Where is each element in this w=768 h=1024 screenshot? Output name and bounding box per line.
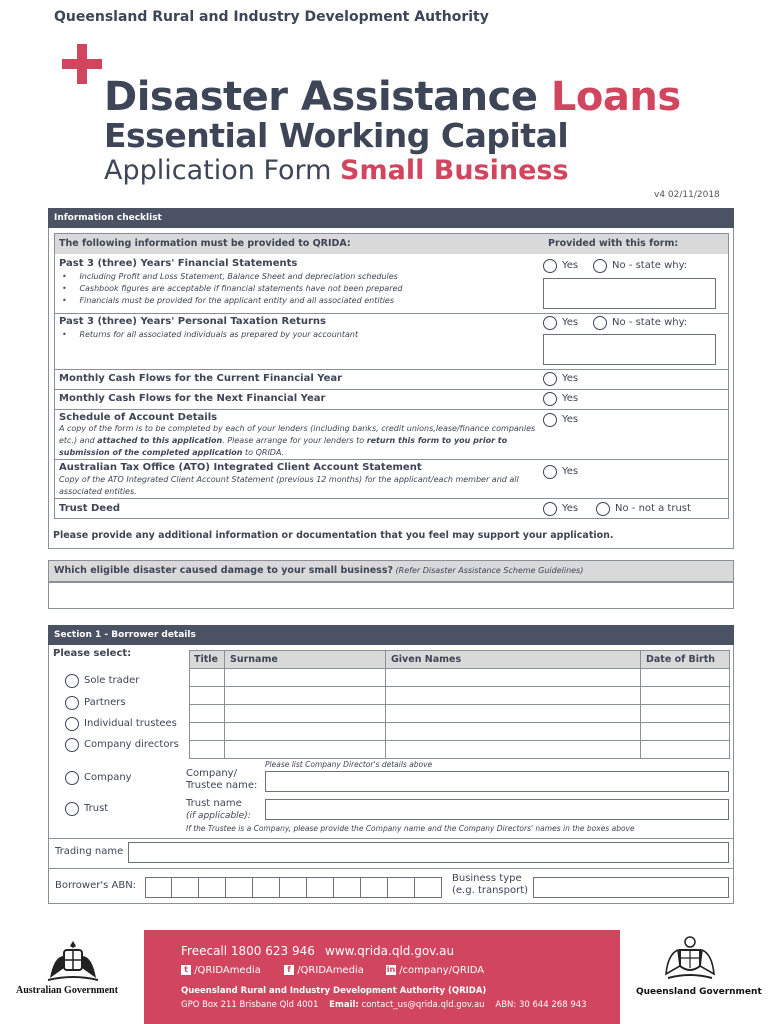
abn-boxes bbox=[145, 877, 442, 898]
twitter-icon: t bbox=[181, 965, 191, 975]
trust-name-label: Trust name (if applicable): bbox=[186, 798, 251, 821]
trust-label: Trust bbox=[84, 803, 109, 814]
section1-bar: Section 1 - Borrower details bbox=[48, 625, 734, 645]
col-surname: Surname bbox=[230, 654, 278, 665]
form-title: Application Form Small Business bbox=[104, 155, 569, 186]
checklist-header-right: Provided with this form: bbox=[548, 238, 679, 249]
ato-description: Copy of the ATO Integrated Client Account Statement (previous 12 months) for the applicant/each member and all associated entities. bbox=[59, 475, 519, 496]
freecall-number: Freecall 1800 623 946 bbox=[181, 944, 315, 958]
linkedin-icon: in bbox=[386, 965, 396, 974]
tax-reason-field[interactable] bbox=[543, 334, 716, 365]
company-radio[interactable] bbox=[65, 771, 79, 785]
abn-digit-field[interactable] bbox=[307, 877, 334, 898]
business-type-field[interactable] bbox=[533, 877, 729, 898]
individual-trustees-label: Individual trustees bbox=[84, 718, 177, 729]
financials-reason-field[interactable] bbox=[543, 278, 716, 309]
col-given-names: Given Names bbox=[391, 654, 462, 665]
sole-trader-radio[interactable] bbox=[65, 674, 79, 688]
company-trustee-label: Company/ Trustee name: bbox=[186, 768, 258, 791]
checklist-bar: Information checklist bbox=[48, 208, 734, 228]
facebook-icon: f bbox=[284, 965, 294, 975]
item-ato-statement: Australian Tax Office (ATO) Integrated Client Account Statement bbox=[59, 462, 422, 473]
footer-address-line: GPO Box 211 Brisbane Qld 4001 Email: contact_us@qrida.qld.gov.au ABN: 30 644 268 943 bbox=[181, 1000, 587, 1010]
abn-digit-field[interactable] bbox=[388, 877, 415, 898]
sole-trader-label: Sole trader bbox=[84, 675, 140, 686]
table-row bbox=[190, 686, 729, 687]
yes-label: Yes bbox=[562, 414, 579, 425]
australian-government-crest-icon bbox=[42, 938, 104, 984]
item-cashflow-current: Monthly Cash Flows for the Current Financial Year bbox=[59, 373, 343, 384]
no-state-label: No - state why: bbox=[612, 260, 688, 271]
abn-digit-field[interactable] bbox=[199, 877, 226, 898]
abn-label: Borrower's ABN: bbox=[55, 880, 137, 891]
col-dob: Date of Birth bbox=[646, 654, 716, 665]
financials-yes-radio[interactable] bbox=[543, 259, 557, 273]
no-state-label: No - state why: bbox=[612, 317, 688, 328]
organisation-name: Queensland Rural and Industry Development Authority bbox=[54, 9, 489, 25]
bullet-list: • Returns for all associated individuals as prepared by your accountant bbox=[62, 330, 359, 339]
abn-digit-field[interactable] bbox=[334, 877, 361, 898]
company-label: Company bbox=[84, 772, 132, 783]
linkedin-link[interactable]: in /company/QRIDA bbox=[386, 965, 485, 976]
no-trust-label: No - not a trust bbox=[615, 503, 691, 514]
website-link[interactable]: www.qrida.qld.gov.au bbox=[325, 944, 455, 958]
yes-label: Yes bbox=[562, 317, 579, 328]
queensland-government-crest-icon bbox=[662, 934, 718, 986]
yes-label: Yes bbox=[562, 466, 579, 477]
abn-digit-field[interactable] bbox=[280, 877, 307, 898]
trust-deed-yes-radio[interactable] bbox=[543, 502, 557, 516]
company-directors-radio[interactable] bbox=[65, 738, 79, 752]
page-title: Disaster Assistance Loans bbox=[104, 74, 681, 120]
checklist-header-left: The following information must be provided to QRIDA: bbox=[59, 238, 351, 249]
version-label: v4 02/11/2018 bbox=[654, 190, 720, 200]
directors-note: Please list Company Director's details above bbox=[265, 760, 433, 769]
abn-digit-field[interactable] bbox=[226, 877, 253, 898]
company-directors-label: Company directors bbox=[84, 739, 179, 750]
table-row bbox=[190, 740, 729, 741]
page-subtitle: Essential Working Capital bbox=[104, 116, 569, 155]
trust-radio[interactable] bbox=[65, 802, 79, 816]
cashflow-current-yes-radio[interactable] bbox=[543, 372, 557, 386]
abn-digit-field[interactable] bbox=[172, 877, 199, 898]
abn-digit-field[interactable] bbox=[415, 877, 442, 898]
abn-digit-field[interactable] bbox=[253, 877, 280, 898]
abn-digit-field[interactable] bbox=[361, 877, 388, 898]
tax-yes-radio[interactable] bbox=[543, 316, 557, 330]
tax-no-radio[interactable] bbox=[593, 316, 607, 330]
yes-label: Yes bbox=[562, 260, 579, 271]
facebook-link[interactable]: f /QRIDAmedia bbox=[284, 965, 364, 976]
disaster-answer-field[interactable] bbox=[48, 582, 734, 609]
trading-name-label: Trading name bbox=[55, 846, 124, 857]
abn-digit-field[interactable] bbox=[145, 877, 172, 898]
yes-label: Yes bbox=[562, 393, 579, 404]
account-schedule-description: A copy of the form is to be completed by each of your lenders (including banks, credit unions,lease/finance companies etc.) and attached to this application. Please arrange for your lenders to return this form to you prior to submission of the completed application to QRIDA. bbox=[59, 424, 536, 457]
bullet-list: • Including Profit and Loss Statement, Balance Sheet and depreciation schedules • Cashbook figures are acceptable if financial statements have not been prepared • Financials must be provided for the applicant entity and all associated entities bbox=[62, 272, 403, 305]
queensland-government-label: Queensland Government bbox=[636, 987, 762, 997]
table-row bbox=[190, 704, 729, 705]
table-row bbox=[190, 722, 729, 723]
company-trustee-field[interactable] bbox=[265, 771, 729, 792]
trading-name-field[interactable] bbox=[128, 842, 729, 863]
item-trust-deed: Trust Deed bbox=[59, 503, 121, 514]
account-schedule-yes-radio[interactable] bbox=[543, 413, 557, 427]
australian-government-label: Australian Government bbox=[16, 985, 118, 996]
item-cashflow-next: Monthly Cash Flows for the Next Financial Year bbox=[59, 393, 326, 404]
business-type-label: Business type (e.g. transport) bbox=[452, 873, 529, 896]
trust-deed-no-radio[interactable] bbox=[596, 502, 610, 516]
item-account-schedule: Schedule of Account Details bbox=[59, 412, 218, 423]
disaster-question: Which eligible disaster caused damage to your small business? (Refer Disaster Assistance Scheme Guidelines) bbox=[48, 560, 734, 582]
yes-label: Yes bbox=[562, 373, 579, 384]
cross-logo-icon-bar bbox=[62, 59, 102, 69]
trust-name-field[interactable] bbox=[265, 799, 729, 820]
footer-org: Queensland Rural and Industry Development Authority (QRIDA) bbox=[181, 986, 487, 996]
financials-no-radio[interactable] bbox=[593, 259, 607, 273]
additional-info-note: Please provide any additional information or documentation that you feel may support your application. bbox=[53, 530, 614, 541]
yes-label: Yes bbox=[562, 503, 579, 514]
item-financial-statements: Past 3 (three) Years' Financial Statements bbox=[59, 258, 298, 269]
please-select-label: Please select: bbox=[53, 648, 132, 659]
individual-trustees-radio[interactable] bbox=[65, 717, 79, 731]
item-tax-returns: Past 3 (three) Years' Personal Taxation Returns bbox=[59, 316, 326, 327]
twitter-link[interactable]: t /QRIDAmedia bbox=[181, 965, 261, 976]
ato-yes-radio[interactable] bbox=[543, 465, 557, 479]
trustee-company-note: If the Trustee is a Company, please provide the Company name and the Company Directors' names in the boxes above bbox=[186, 824, 635, 833]
partners-label: Partners bbox=[84, 697, 126, 708]
cashflow-next-yes-radio[interactable] bbox=[543, 392, 557, 406]
col-title: Title bbox=[194, 654, 218, 665]
partners-radio[interactable] bbox=[65, 696, 79, 710]
